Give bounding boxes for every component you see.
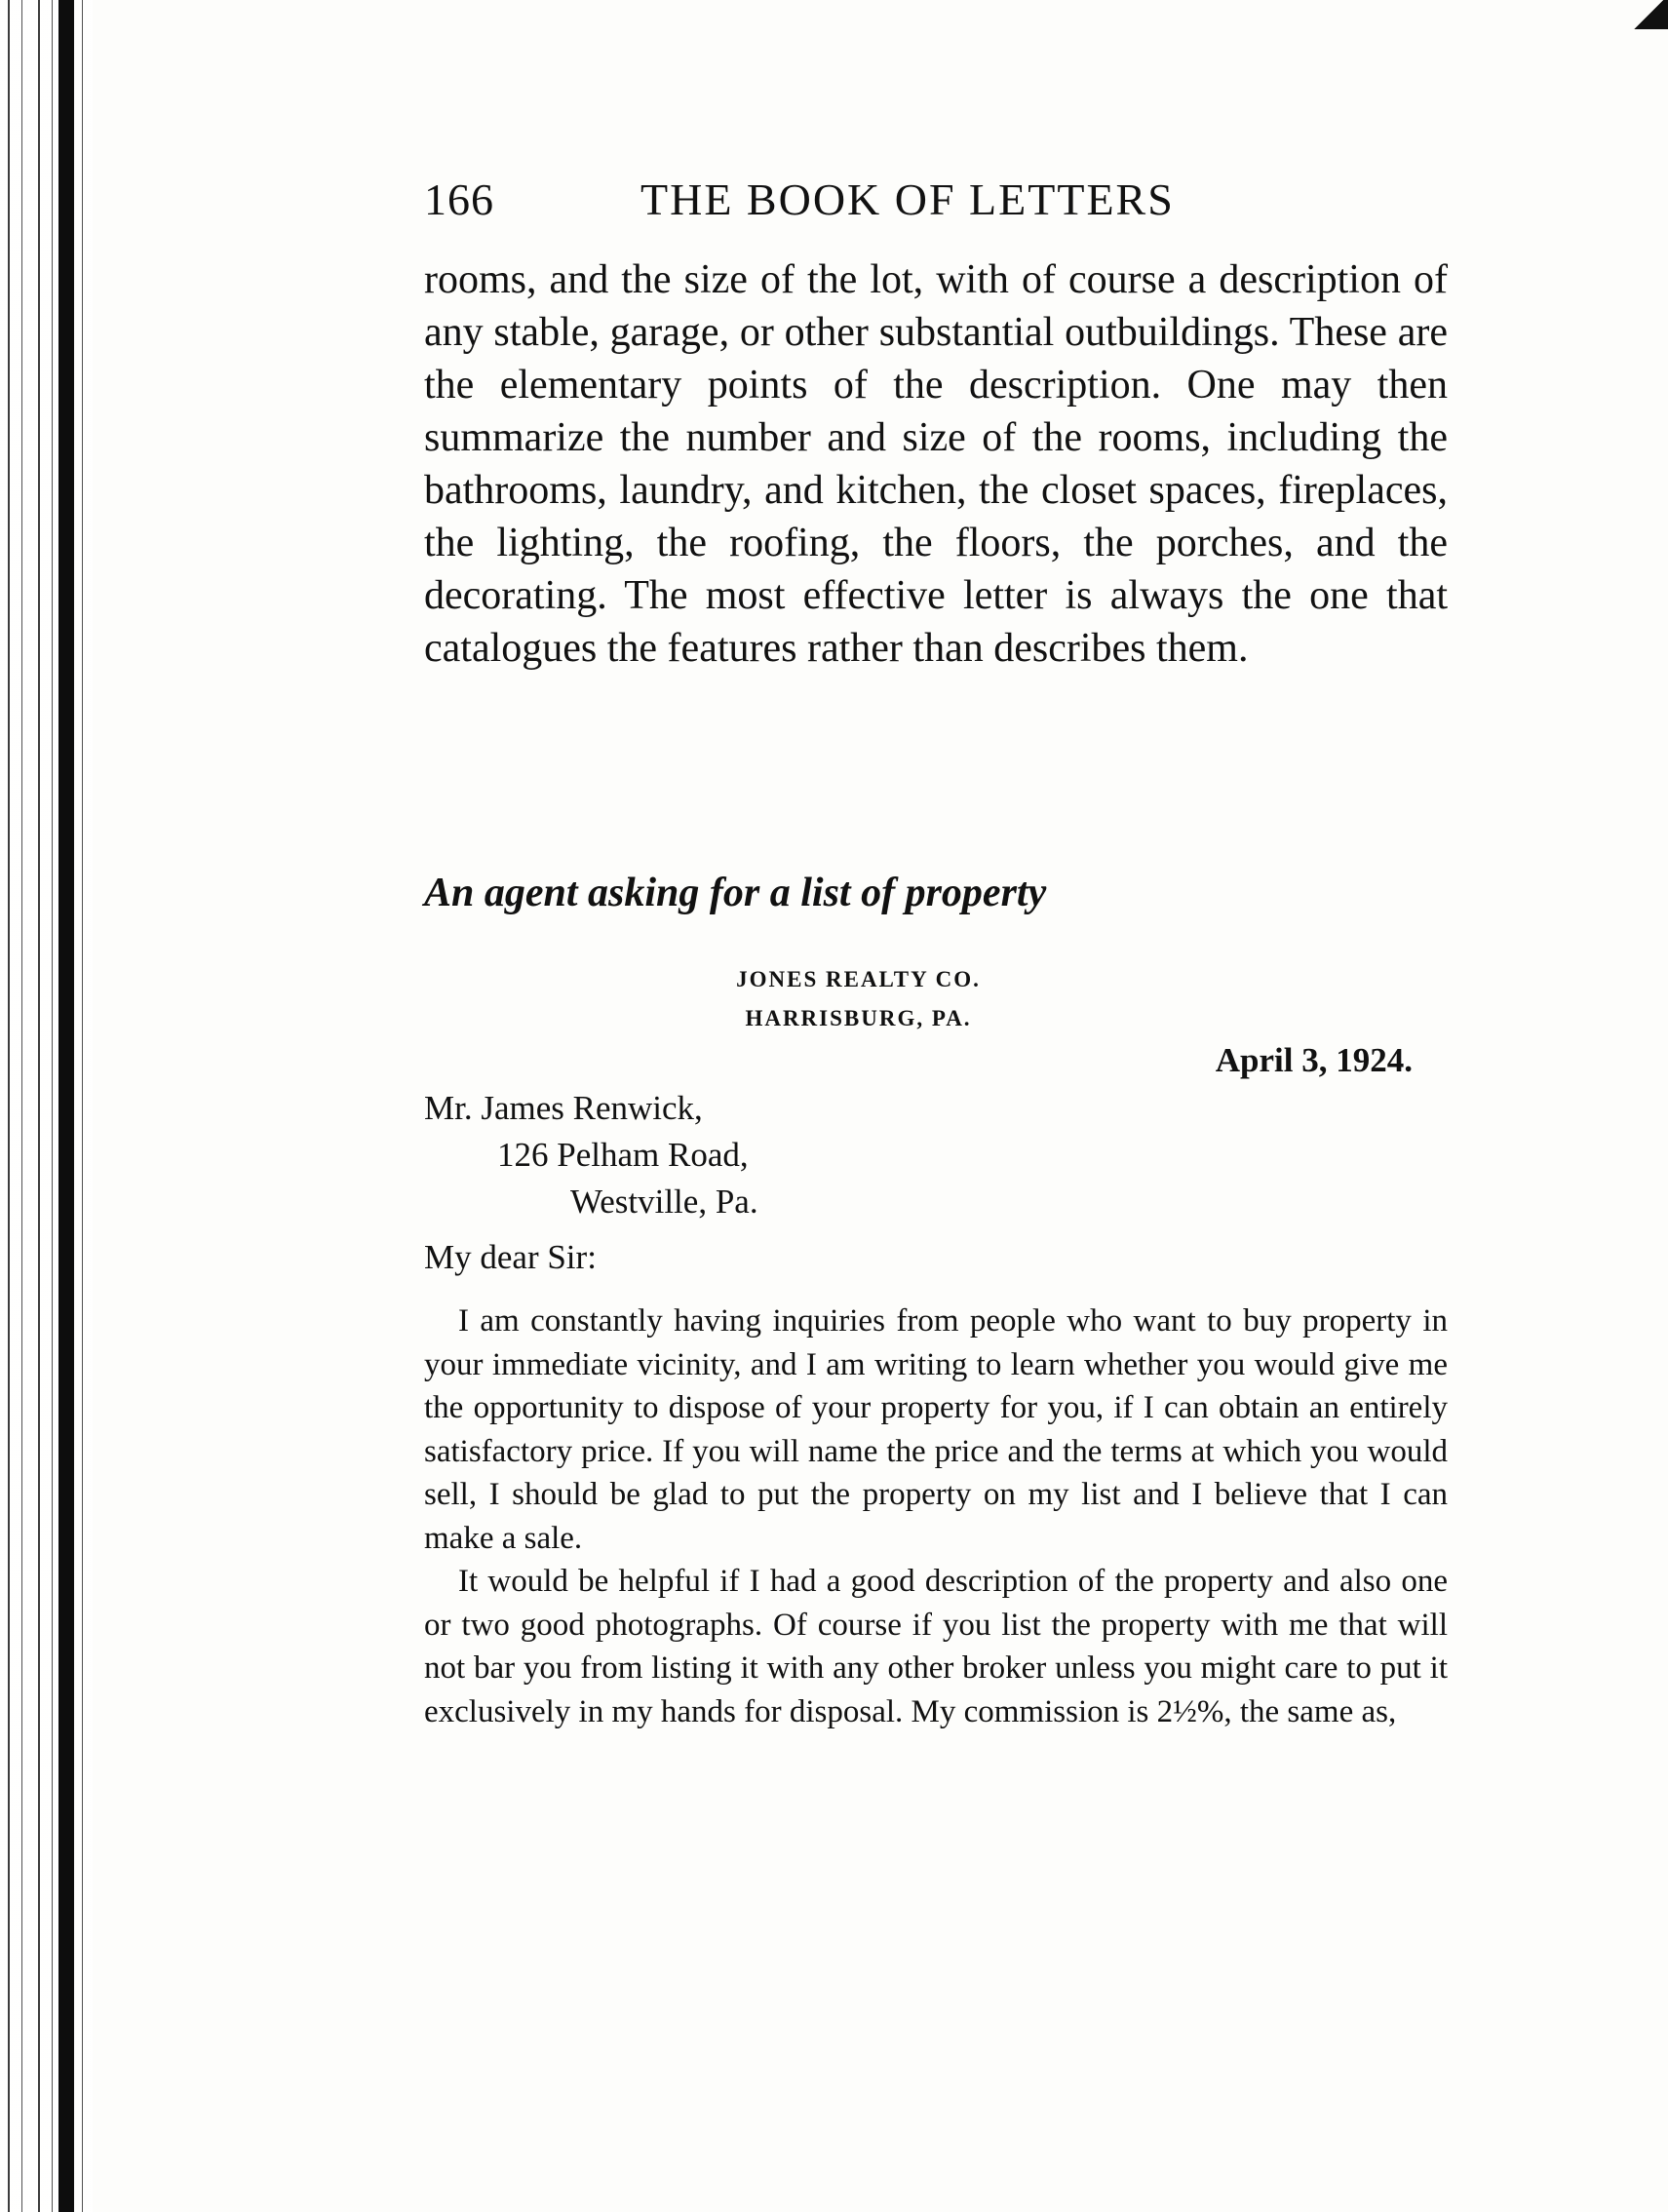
letterhead-city: HARRISBURG, PA.: [745, 1006, 972, 1030]
binding-gutter: [0, 0, 93, 2212]
book-title: THE BOOK OF LETTERS: [640, 175, 1175, 224]
page-number: 166: [424, 175, 494, 224]
page-corner-mark: [1629, 0, 1668, 29]
letter-paragraph-2: It would be helpful if I had a good description of the property and also one or two good photographs. Of course if you list the property with me that will not bar you from listing it with any other broker unless you might care to put it exclusively in my hands for disposal. My commission is 2½%, the same as,: [424, 1564, 1448, 1729]
intro-paragraph: rooms, and the size of the lot, with of course a description of any stable, garage, or other substantial outbuildings. These are the elementary points of the description. One may then summarize the number and size of the rooms, including the bathrooms, laundry, and kitchen, the closet spaces, fireplaces, the lighting, the roofing, the floors, the porches, and the decorating. The most effective letter is always the one that catalogues the features rather than describes them.: [424, 257, 1448, 671]
binding-edge: [58, 0, 74, 2212]
letterhead-company: JONES REALTY CO.: [736, 967, 981, 991]
letter-date: April 3, 1924.: [1215, 1041, 1413, 1079]
recipient-street: 126 Pelham Road,: [497, 1136, 749, 1174]
recipient-city: Westville, Pa.: [570, 1183, 758, 1221]
recipient-address: [424, 1085, 758, 1225]
letterhead: [0, 960, 1668, 1038]
section-heading: An agent asking for a list of property: [424, 871, 1047, 915]
salutation: My dear Sir:: [424, 1238, 597, 1276]
recipient-name: Mr. James Renwick,: [424, 1089, 703, 1127]
letter-body: [424, 1300, 1448, 1733]
running-head: [424, 174, 1438, 244]
letter-paragraph-1: I am constantly having inquiries from people who want to buy property in your immediate vicinity, and I am writing to learn whether you would give me the opportunity to dispose of your property for you, if I can obtain an entirely satisfactory price. If you will name the price and the terms at which you would sell, I should be glad to put the property on my list and I believe that I can make a sale.: [424, 1303, 1448, 1556]
